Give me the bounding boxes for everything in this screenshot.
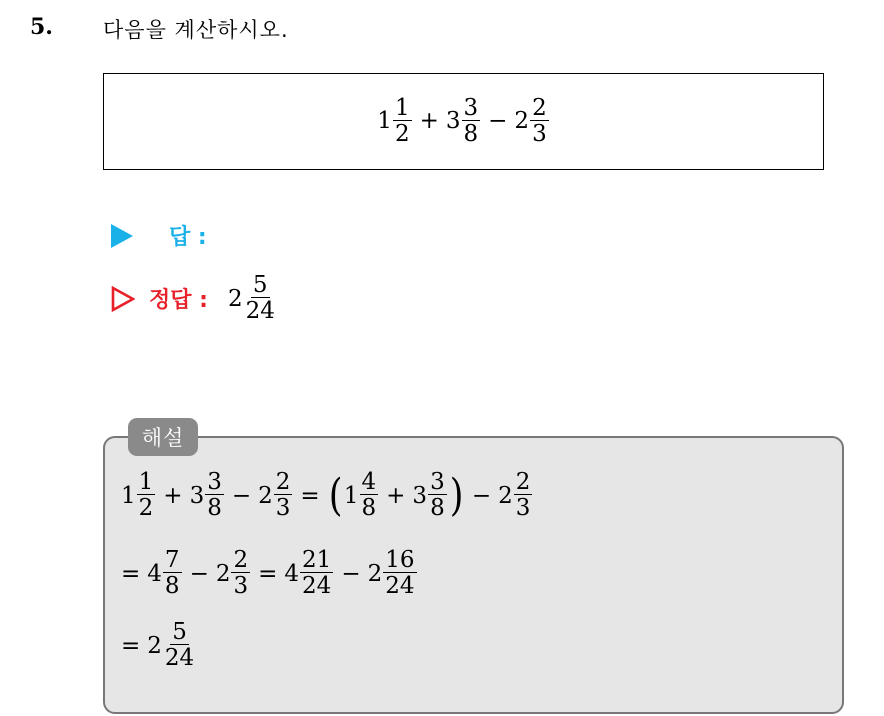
numerator: 21 <box>302 547 332 573</box>
left-parenthesis: ( <box>328 469 343 521</box>
numerator: 2 <box>233 547 249 573</box>
denominator: 3 <box>515 495 531 522</box>
mixed-whole: 2 <box>514 108 530 135</box>
mixed-whole: 2 <box>367 560 383 587</box>
numerator: 4 <box>361 469 377 495</box>
mixed-whole: 1 <box>121 482 136 509</box>
numerator: 2 <box>515 469 531 495</box>
minus-operator: − <box>341 560 361 587</box>
numerator: 1 <box>138 469 154 495</box>
mixed-whole: 1 <box>377 108 392 135</box>
fraction <box>244 273 277 325</box>
numerator: 3 <box>207 469 222 495</box>
denominator: 3 <box>532 120 547 147</box>
equals-operator: = <box>121 560 141 587</box>
plus-operator: + <box>386 482 406 509</box>
fraction <box>163 548 182 600</box>
question-number: 5. <box>30 14 53 40</box>
correct-answer-label: 정답 : <box>149 288 208 314</box>
plus-operator: + <box>163 482 183 509</box>
mixed-whole: 2 <box>258 482 273 509</box>
fraction <box>393 96 412 148</box>
filled-triangle-icon <box>111 224 133 248</box>
numerator: 1 <box>394 94 410 121</box>
fraction <box>300 548 333 600</box>
answer-row <box>111 220 207 251</box>
equals-operator: = <box>258 560 278 587</box>
fraction <box>514 470 533 522</box>
mixed-whole: 4 <box>147 560 162 587</box>
denominator: 8 <box>430 495 445 522</box>
numerator: 16 <box>385 547 415 573</box>
mixed-whole: 3 <box>189 482 205 509</box>
problem-box <box>103 73 824 170</box>
mixed-whole: 4 <box>284 560 300 587</box>
minus-operator: − <box>231 482 252 509</box>
minus-operator: − <box>488 108 508 135</box>
answer-label: 답 : <box>169 225 207 250</box>
correct-answer-row <box>111 273 278 325</box>
equals-operator: = <box>121 632 141 659</box>
outline-triangle-icon <box>111 286 135 312</box>
mixed-whole: 3 <box>412 482 428 509</box>
fraction <box>274 470 293 522</box>
denominator: 24 <box>302 573 332 600</box>
explanation-line-3 <box>121 620 197 672</box>
denominator: 24 <box>245 298 275 325</box>
correct-answer-value <box>228 273 278 325</box>
fraction <box>163 620 196 672</box>
mixed-whole: 2 <box>498 482 513 509</box>
numerator: 2 <box>532 94 547 121</box>
fraction <box>205 470 224 522</box>
right-parenthesis: ) <box>449 469 464 521</box>
denominator: 3 <box>275 495 291 522</box>
denominator: 2 <box>394 120 410 147</box>
numerator: 5 <box>252 272 268 298</box>
minus-operator: − <box>471 482 492 509</box>
denominator: 8 <box>361 495 377 522</box>
denominator: 24 <box>164 645 195 672</box>
fraction <box>530 96 549 148</box>
explanation-line-1 <box>121 470 533 522</box>
mixed-whole: 2 <box>147 632 162 659</box>
fraction <box>462 96 481 148</box>
numerator: 7 <box>164 547 180 573</box>
mixed-whole: 3 <box>445 108 461 135</box>
fraction <box>231 548 250 600</box>
problem-expression <box>377 96 549 148</box>
denominator: 24 <box>385 573 415 600</box>
fraction <box>137 470 156 522</box>
numerator: 3 <box>463 94 479 121</box>
denominator: 8 <box>164 573 180 600</box>
mixed-whole: 2 <box>227 285 243 312</box>
mixed-whole: 2 <box>215 560 231 587</box>
denominator: 8 <box>463 120 479 147</box>
denominator: 2 <box>138 495 154 522</box>
fraction <box>360 470 379 522</box>
explanation-line-2 <box>121 548 418 600</box>
mixed-whole: 1 <box>343 482 359 509</box>
denominator: 8 <box>207 495 222 522</box>
fraction <box>428 470 447 522</box>
denominator: 3 <box>233 573 249 600</box>
equals-operator: = <box>300 482 320 509</box>
numerator: 5 <box>172 619 187 645</box>
plus-operator: + <box>419 108 439 135</box>
explanation-tab: 해설 <box>128 418 198 456</box>
question-text: 다음을 계산하시오. <box>103 18 289 42</box>
numerator: 3 <box>430 469 445 495</box>
fraction <box>383 548 416 600</box>
minus-operator: − <box>189 560 209 587</box>
numerator: 2 <box>275 469 291 495</box>
